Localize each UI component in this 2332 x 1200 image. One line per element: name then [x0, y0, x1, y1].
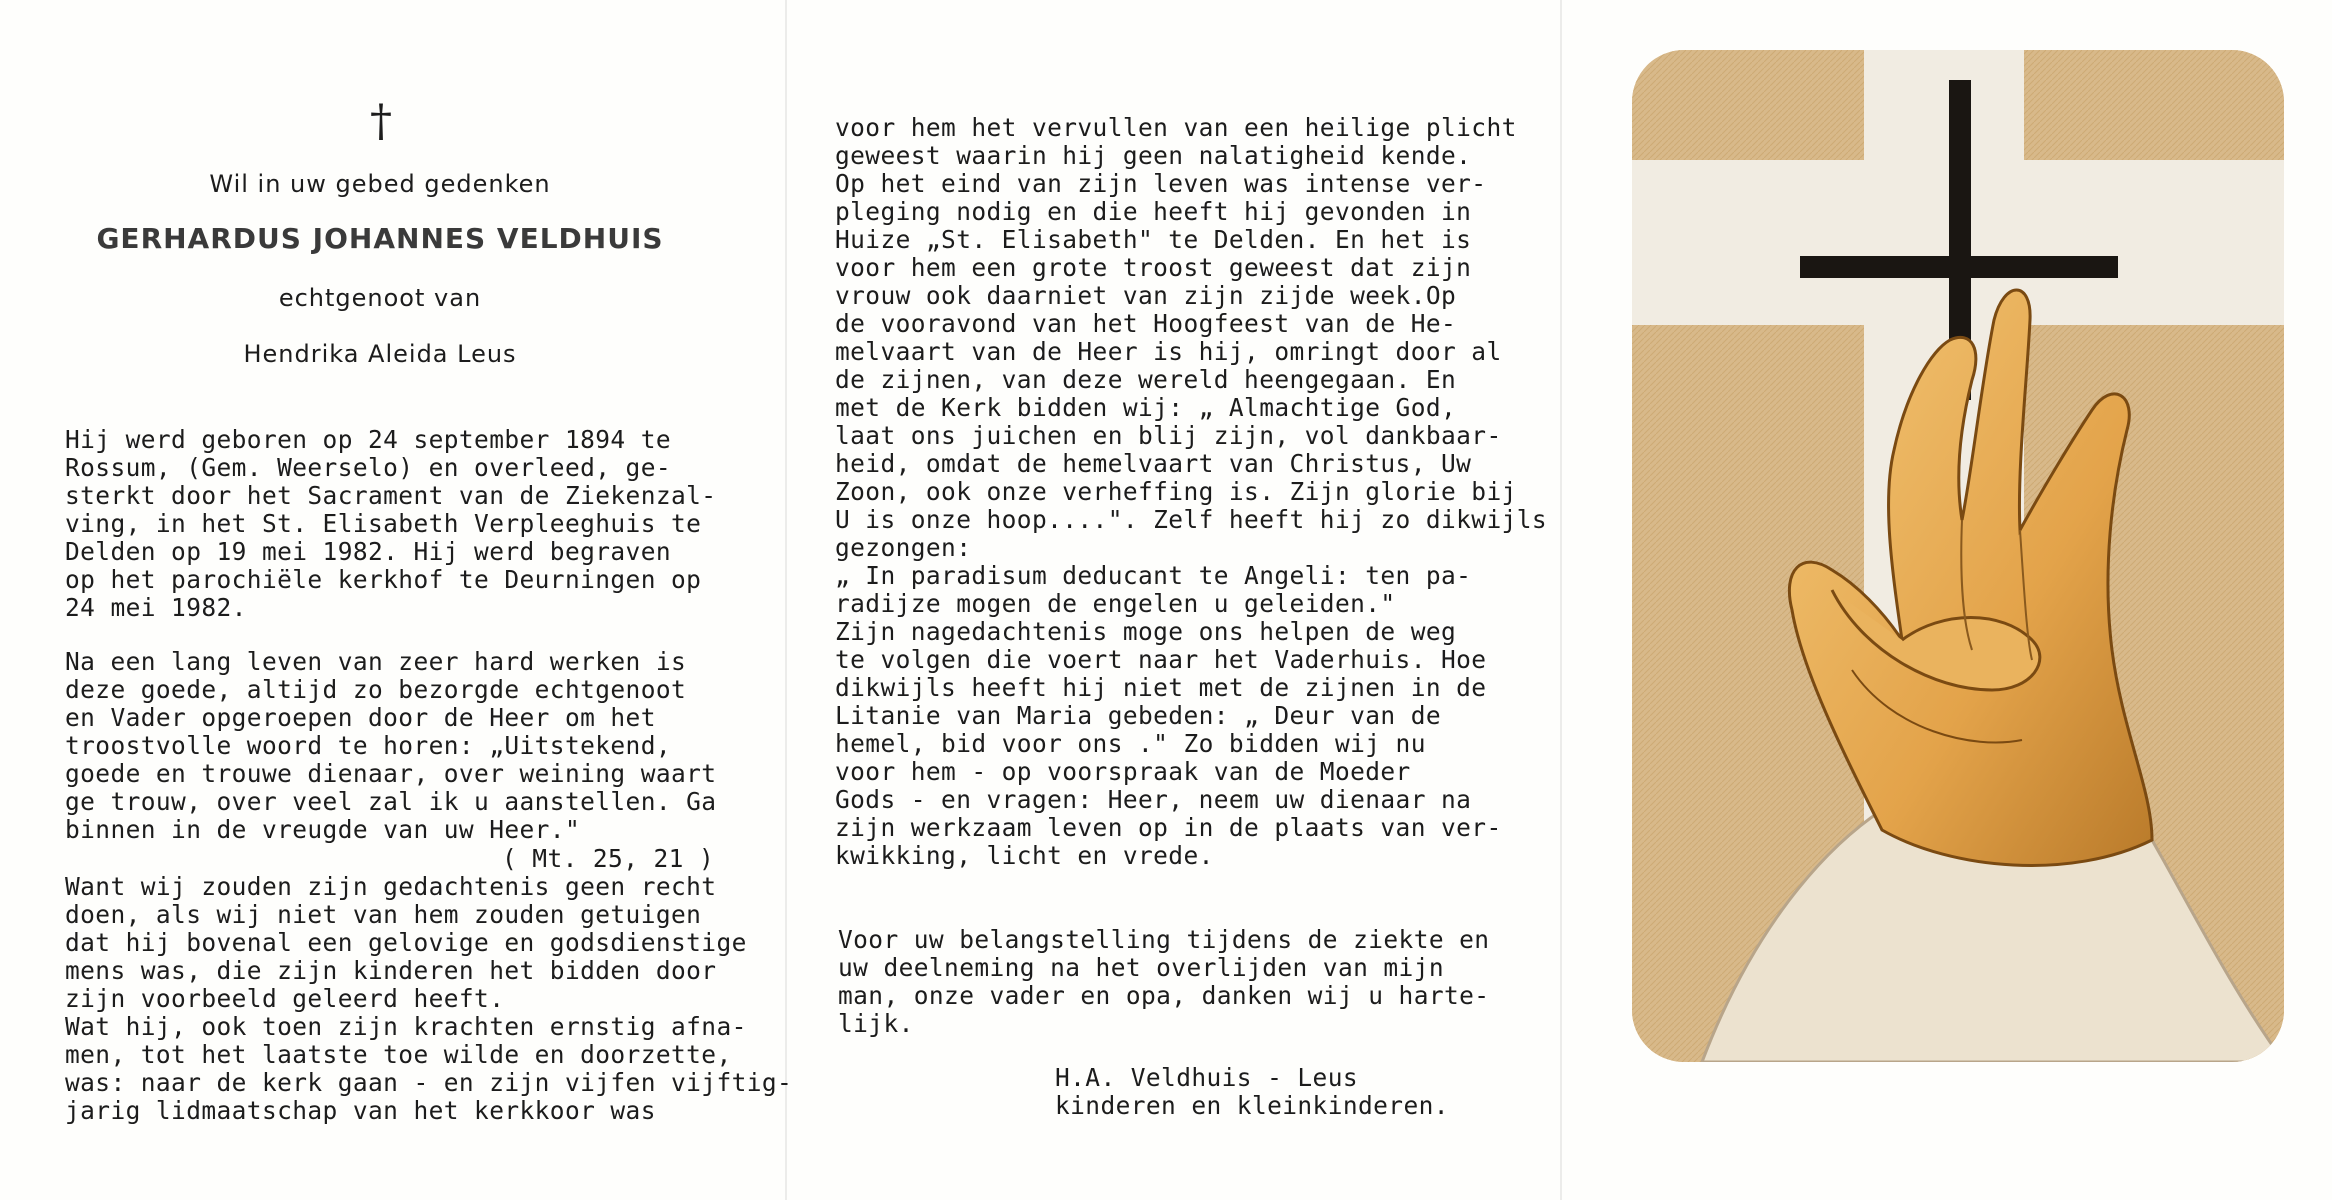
thanks-paragraph: Voor uw belangstelling tijdens de ziekte en uw deelneming na het overlijden van mijn man, onze vader en opa, danken wij u harte- lijk.	[838, 925, 1490, 1038]
cross-symbol: †	[370, 96, 392, 147]
deceased-name: GERHARDUS JOHANNES VELDHUIS	[96, 222, 664, 255]
scripture-reference: ( Mt. 25, 21 )	[502, 844, 715, 873]
spouse-intro: echtgenoot van	[278, 284, 482, 312]
spouse-name: Hendrika Aleida Leus	[243, 340, 517, 368]
tribute-paragraph: Na een lang leven van zeer hard werken is deze goede, altijd zo bezorgde echtgenoot en Vader opgeroepen door de Heer om het troostvolle woord te horen: „Uitstekend, goede en trouwe dienaar, over weining waart ge trouw, over veel zal ik u aanstellen. Ga binnen in de vreugde van uw Heer."	[65, 647, 717, 844]
biography-paragraph: Hij werd geboren op 24 september 1894 te Rossum, (Gem. Weerselo) en overleed, ge- sterkt door het Sacrament van de Ziekenzal- ving, in het St. Elisabeth Verpleeghuis te Delden op 19 mei 1982. Hij werd begraven op het parochiële kerkhof te Deurningen op 24 mei 1982.	[65, 425, 717, 622]
intro-text: Wil in uw gebed gedenken	[209, 170, 551, 198]
faith-paragraph: Want wij zouden zijn gedachtenis geen recht doen, als wij niet van hem zouden getuigen dat hij bovenal een gelovige en godsdienstige mens was, die zijn kinderen het bidden door zijn voorbeeld geleerd heeft. Wat hij, ook toen zijn krachten ernstig afna- men, tot het laatste toe wilde en doorzette, was: naar de kerk gaan - en zijn vijfen vijftig- jarig lidmaatschap van het kerkkoor was	[65, 872, 793, 1125]
signature: H.A. Veldhuis - Leus kinderen en kleinkinderen.	[1055, 1063, 1449, 1120]
dark-cross-horizontal	[1800, 256, 2118, 278]
fold-line-right	[1560, 0, 1562, 1200]
continued-paragraph: voor hem het vervullen van een heilige plicht geweest waarin hij geen nalatigheid kende. Op het eind van zijn leven was intense ver- pleging nodig en die heeft hij gevonden in Huize „St. Elisabeth" te Delden. En het is voor hem een grote troost geweest dat zijn vrouw ook daarniet van zijn zijde week.Op de vooravond van het Hoogfeest van de He- melvaart van de Heer is hij, omringt door al de zijnen, van deze wereld heengegaan. En met de Kerk bidden wij: „ Almachtige God, laat ons juichen en blij zijn, vol dankbaar- heid, omdat de hemelvaart van Christus, Uw Zoon, ook onze verheffing is. Zijn glorie bij U is onze hoop....". Zelf heeft hij zo dikwijls gezongen: „ In paradisum deducant te Angeli: ten pa- radijze mogen de engelen u geleiden." Zijn nagedachtenis moge ons helpen de weg te volgen die voert naar het Vaderhuis. Hoe dikwijls heeft hij niet met de zijnen in de Litanie van Maria gebeden: „ Deur van de hemel, bid voor ons ." Zo bidden wij nu voor hem - op voorspraak van de Moeder Gods - en vragen: Heer, neem uw dienaar na zijn werkzaam leven op in de plaats van ver- kwikking, licht en vrede.	[835, 113, 1548, 870]
blessing-hand-with-cross-icon	[1632, 50, 2284, 1062]
blessing-hand-illustration	[1632, 50, 2284, 1062]
